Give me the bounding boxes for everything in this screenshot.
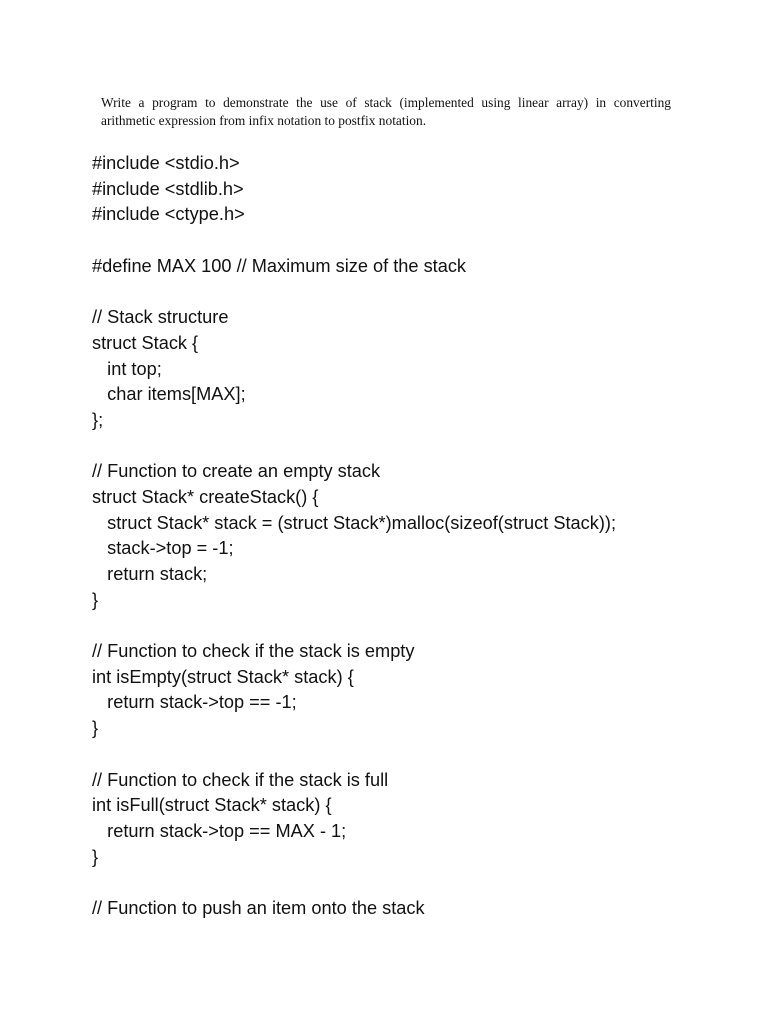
code-line [92,279,712,305]
assignment-prompt [101,94,671,130]
code-line: int top; [92,358,162,379]
code-line: } [92,718,99,739]
code-line: #include <stdio.h> [92,153,240,173]
code-line [92,742,712,768]
code-line: #include <ctype.h> [92,204,245,225]
prompt-line: Write a program to demonstrate the use of stack (implemented using linear array) in converting [101,95,671,110]
code-line: struct Stack { [92,332,199,353]
code-line: struct Stack* createStack() { [92,486,319,507]
code-line: return stack; [92,564,208,584]
code-line: #define MAX 100 // Maximum size of the stack [92,255,467,276]
prompt-line: arithmetic expression from infix notation to postfix notation. [101,113,427,128]
code-line: int isFull(struct Stack* stack) { [92,795,332,816]
code-line: stack->top = -1; [92,538,234,559]
code-listing [92,151,712,922]
code-line: return stack->top == -1; [92,692,297,713]
code-line: // Function to push an item onto the stack [92,897,425,918]
code-line: // Function to check if the stack is full [92,769,389,790]
code-line [92,870,712,896]
code-line: // Stack structure [92,307,229,328]
code-line: } [92,846,99,867]
code-line: // Function to check if the stack is empty [92,641,415,662]
code-line: }; [92,409,104,430]
code-line [92,434,712,460]
code-line [92,228,712,254]
code-line: #include <stdlib.h> [92,178,244,199]
code-line: int isEmpty(struct Stack* stack) { [92,666,354,687]
code-line: struct Stack* stack = (struct Stack*)malloc(sizeof(struct Stack)); [92,512,617,533]
code-line: char items[MAX]; [92,384,246,405]
code-line: } [92,589,99,610]
code-line: // Function to create an empty stack [92,461,381,482]
code-line: return stack->top == MAX - 1; [92,820,347,841]
code-line [92,613,712,639]
